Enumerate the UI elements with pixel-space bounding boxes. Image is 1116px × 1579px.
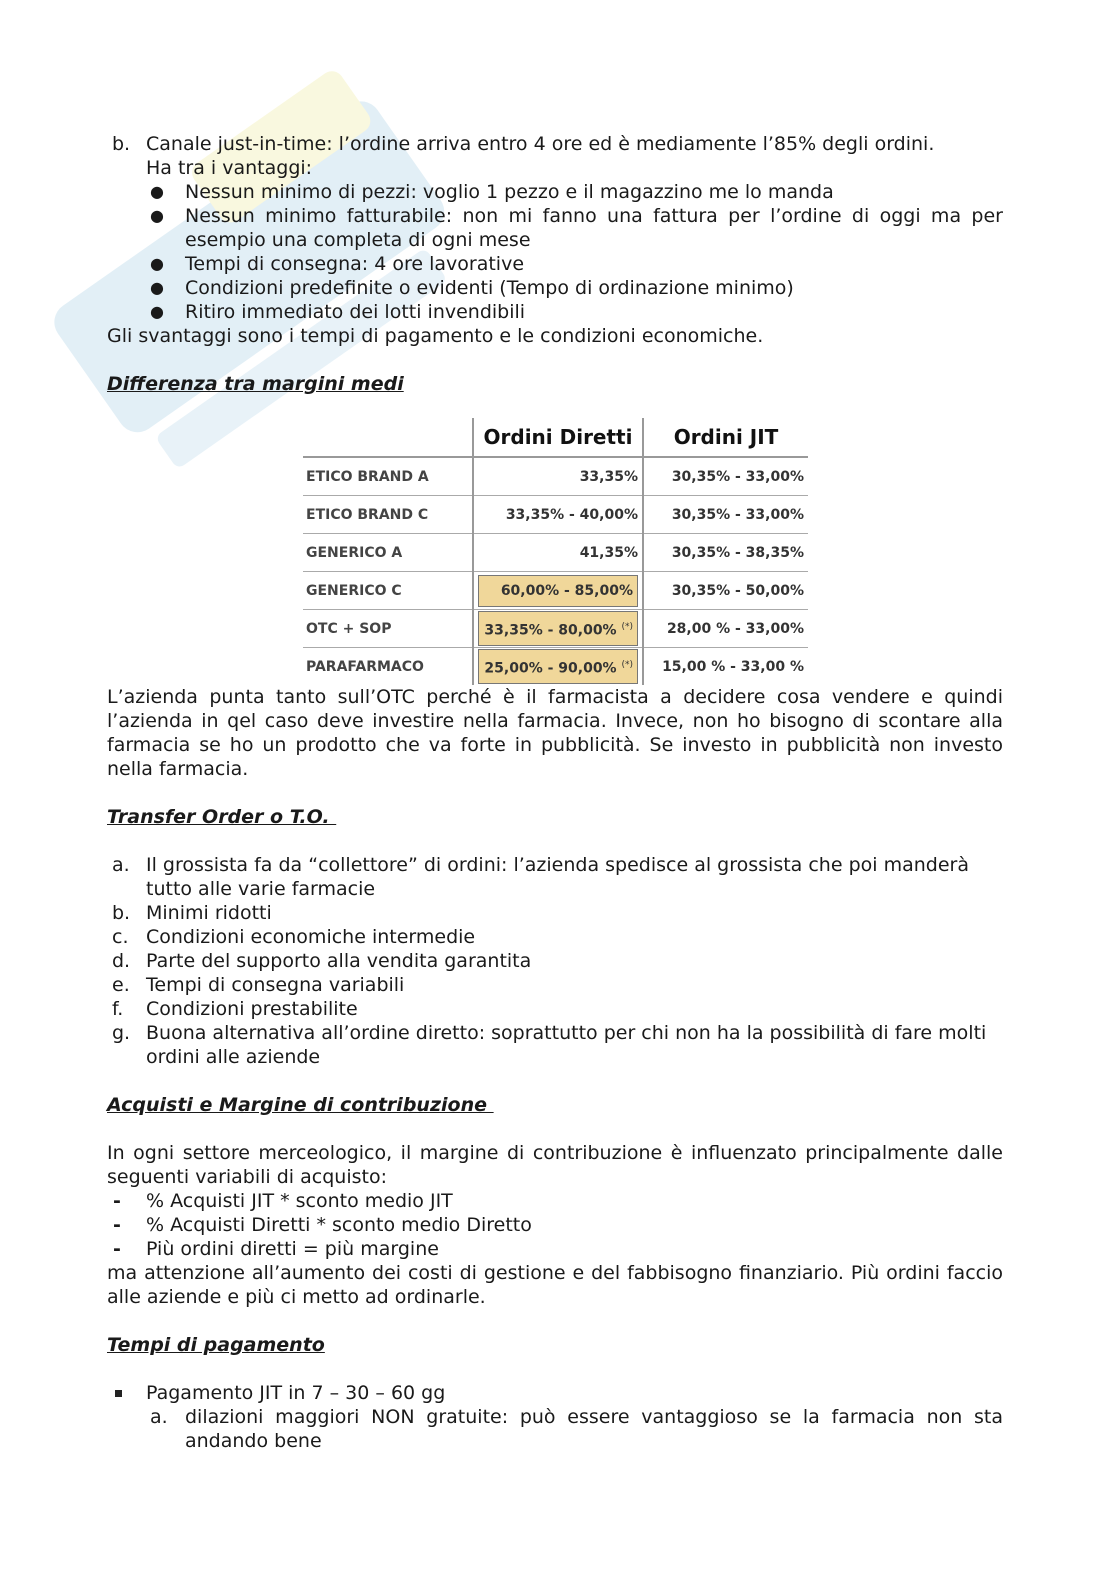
section-heading-pagamento: Tempi di pagamento xyxy=(107,1334,325,1356)
row-category: GENERICO C xyxy=(303,572,473,610)
row-category: GENERICO A xyxy=(303,534,473,572)
list-item xyxy=(107,132,1003,180)
bullet-item: ● Nessun minimo fatturabile: non mi fanno una fattura per l’ordine di oggi ma per esempio una completa di ogni mese xyxy=(150,205,1003,251)
margins-table-wrap xyxy=(303,418,1003,685)
paragraph: ma attenzione all’aumento dei costi di gestione e del fabbisogno finanziario. Più ordini faccio alle aziende e più ci metto ad ordinarle. xyxy=(107,1262,1003,1308)
margins-table xyxy=(303,418,808,685)
list-item-text: Ha tra i vantaggi: xyxy=(146,157,313,179)
dash-icon: - xyxy=(113,1214,121,1236)
paragraph: L’azienda punta tanto sull’OTC perché è il farmacista a decidere cosa vendere e quindi l’azienda in qel caso deve investire nella farmacia. Invece, non ho bisogno di scontare alla farmacia se ho un prodotto che va forte in pubblicità. Se investo in pubblicità non investo nella farmacia. xyxy=(107,686,1003,780)
list-marker: b. xyxy=(112,133,131,155)
cell-jit: 28,00 % - 33,00% xyxy=(643,610,808,648)
table-row xyxy=(303,572,808,610)
dash-item: - Più ordini diretti = più margine xyxy=(113,1238,439,1260)
dash-icon: - xyxy=(113,1238,121,1260)
document-page xyxy=(107,132,1003,1453)
bullet-item: ● Ritiro immediato dei lotti invendibili xyxy=(150,301,526,323)
list-item: e. Tempi di consegna variabili xyxy=(112,974,405,996)
bullet-item: ● Condizioni predefinite o evidenti (Tempo di ordinazione minimo) xyxy=(150,277,794,299)
bullet-item: ● Tempi di consegna: 4 ore lavorative xyxy=(150,253,525,275)
bullet-item: ● Nessun minimo di pezzi: voglio 1 pezzo e il magazzino me lo manda xyxy=(150,181,834,203)
section-heading-transfer: Transfer Order o T.O. xyxy=(107,806,337,828)
cell-direct-highlighted: 33,35% - 80,00% (*) xyxy=(473,610,643,648)
list-item: c. Condizioni economiche intermedie xyxy=(112,926,476,948)
list-item: g. Buona alternativa all’ordine diretto: soprattutto per chi non ha la possibilità di fare molti ordini alle aziende xyxy=(112,1022,987,1068)
cell-direct-highlighted: 60,00% - 85,00% xyxy=(473,572,643,610)
cell-jit: 15,00 % - 33,00 % xyxy=(643,648,808,686)
cell-jit: 30,35% - 50,00% xyxy=(643,572,808,610)
square-bullet-icon xyxy=(115,1390,122,1397)
column-header-direct: Ordini Diretti xyxy=(473,418,643,457)
row-category: ETICO BRAND A xyxy=(303,457,473,496)
dash-item: - % Acquisti Diretti * sconto medio Diretto xyxy=(113,1214,532,1236)
row-category: OTC + SOP xyxy=(303,610,473,648)
list-item: a. dilazioni maggiori NON gratuite: può essere vantaggioso se la farmacia non sta andando bene xyxy=(150,1406,1003,1452)
table-header-row xyxy=(303,418,808,457)
footnote-mark: (*) xyxy=(621,621,633,632)
dash-icon: - xyxy=(113,1190,121,1212)
list-item: a. Il grossista fa da “collettore” di ordini: l’azienda spedisce al grossista che poi manderà tutto alle varie farmacie xyxy=(112,854,969,900)
section-heading-acquisti: Acquisti e Margine di contribuzione xyxy=(107,1094,494,1116)
table-row xyxy=(303,534,808,572)
table-row xyxy=(303,457,808,496)
row-category: ETICO BRAND C xyxy=(303,496,473,534)
bullet-icon: ● xyxy=(150,182,164,201)
paragraph: Gli svantaggi sono i tempi di pagamento e le condizioni economiche. xyxy=(107,325,764,347)
row-category: PARAFARMACO xyxy=(306,658,424,675)
cell-direct: 41,35% xyxy=(473,534,643,572)
cell-direct: 33,35% - 40,00% xyxy=(473,496,643,534)
cell-jit: 30,35% - 33,00% xyxy=(643,496,808,534)
bullet-item: Pagamento JIT in 7 – 30 – 60 gg xyxy=(107,1381,1003,1405)
bullet-icon: ● xyxy=(150,302,164,321)
section-heading-margini: Differenza tra margini medi xyxy=(107,373,404,395)
dash-item: - % Acquisti JIT * sconto medio JIT xyxy=(113,1190,453,1212)
table-row xyxy=(303,648,808,686)
column-header-jit: Ordini JIT xyxy=(643,418,808,457)
list-item: b. Minimi ridotti xyxy=(112,902,272,924)
list-item-text: Canale just-in-time: l’ordine arriva entro 4 ore ed è mediamente l’85% degli ordini. xyxy=(146,133,935,155)
bullet-icon: ● xyxy=(150,206,164,225)
bullet-icon: ● xyxy=(150,278,164,297)
list-item: d. Parte del supporto alla vendita garantita xyxy=(112,950,532,972)
table-corner xyxy=(303,418,473,457)
table-row xyxy=(303,610,808,648)
paragraph: In ogni settore merceologico, il margine di contribuzione è influenzato principalmente dalle seguenti variabili di acquisto: xyxy=(107,1142,1003,1188)
list-item: f. Condizioni prestabilite xyxy=(112,998,358,1020)
cell-direct: 33,35% xyxy=(473,457,643,496)
footnote-mark: (*) xyxy=(621,659,633,670)
cell-jit: 30,35% - 38,35% xyxy=(643,534,808,572)
cell-direct-highlighted: 25,00% - 90,00% (*) xyxy=(473,648,643,686)
cell-jit: 30,35% - 33,00% xyxy=(643,457,808,496)
bullet-icon: ● xyxy=(150,254,164,273)
table-row xyxy=(303,496,808,534)
